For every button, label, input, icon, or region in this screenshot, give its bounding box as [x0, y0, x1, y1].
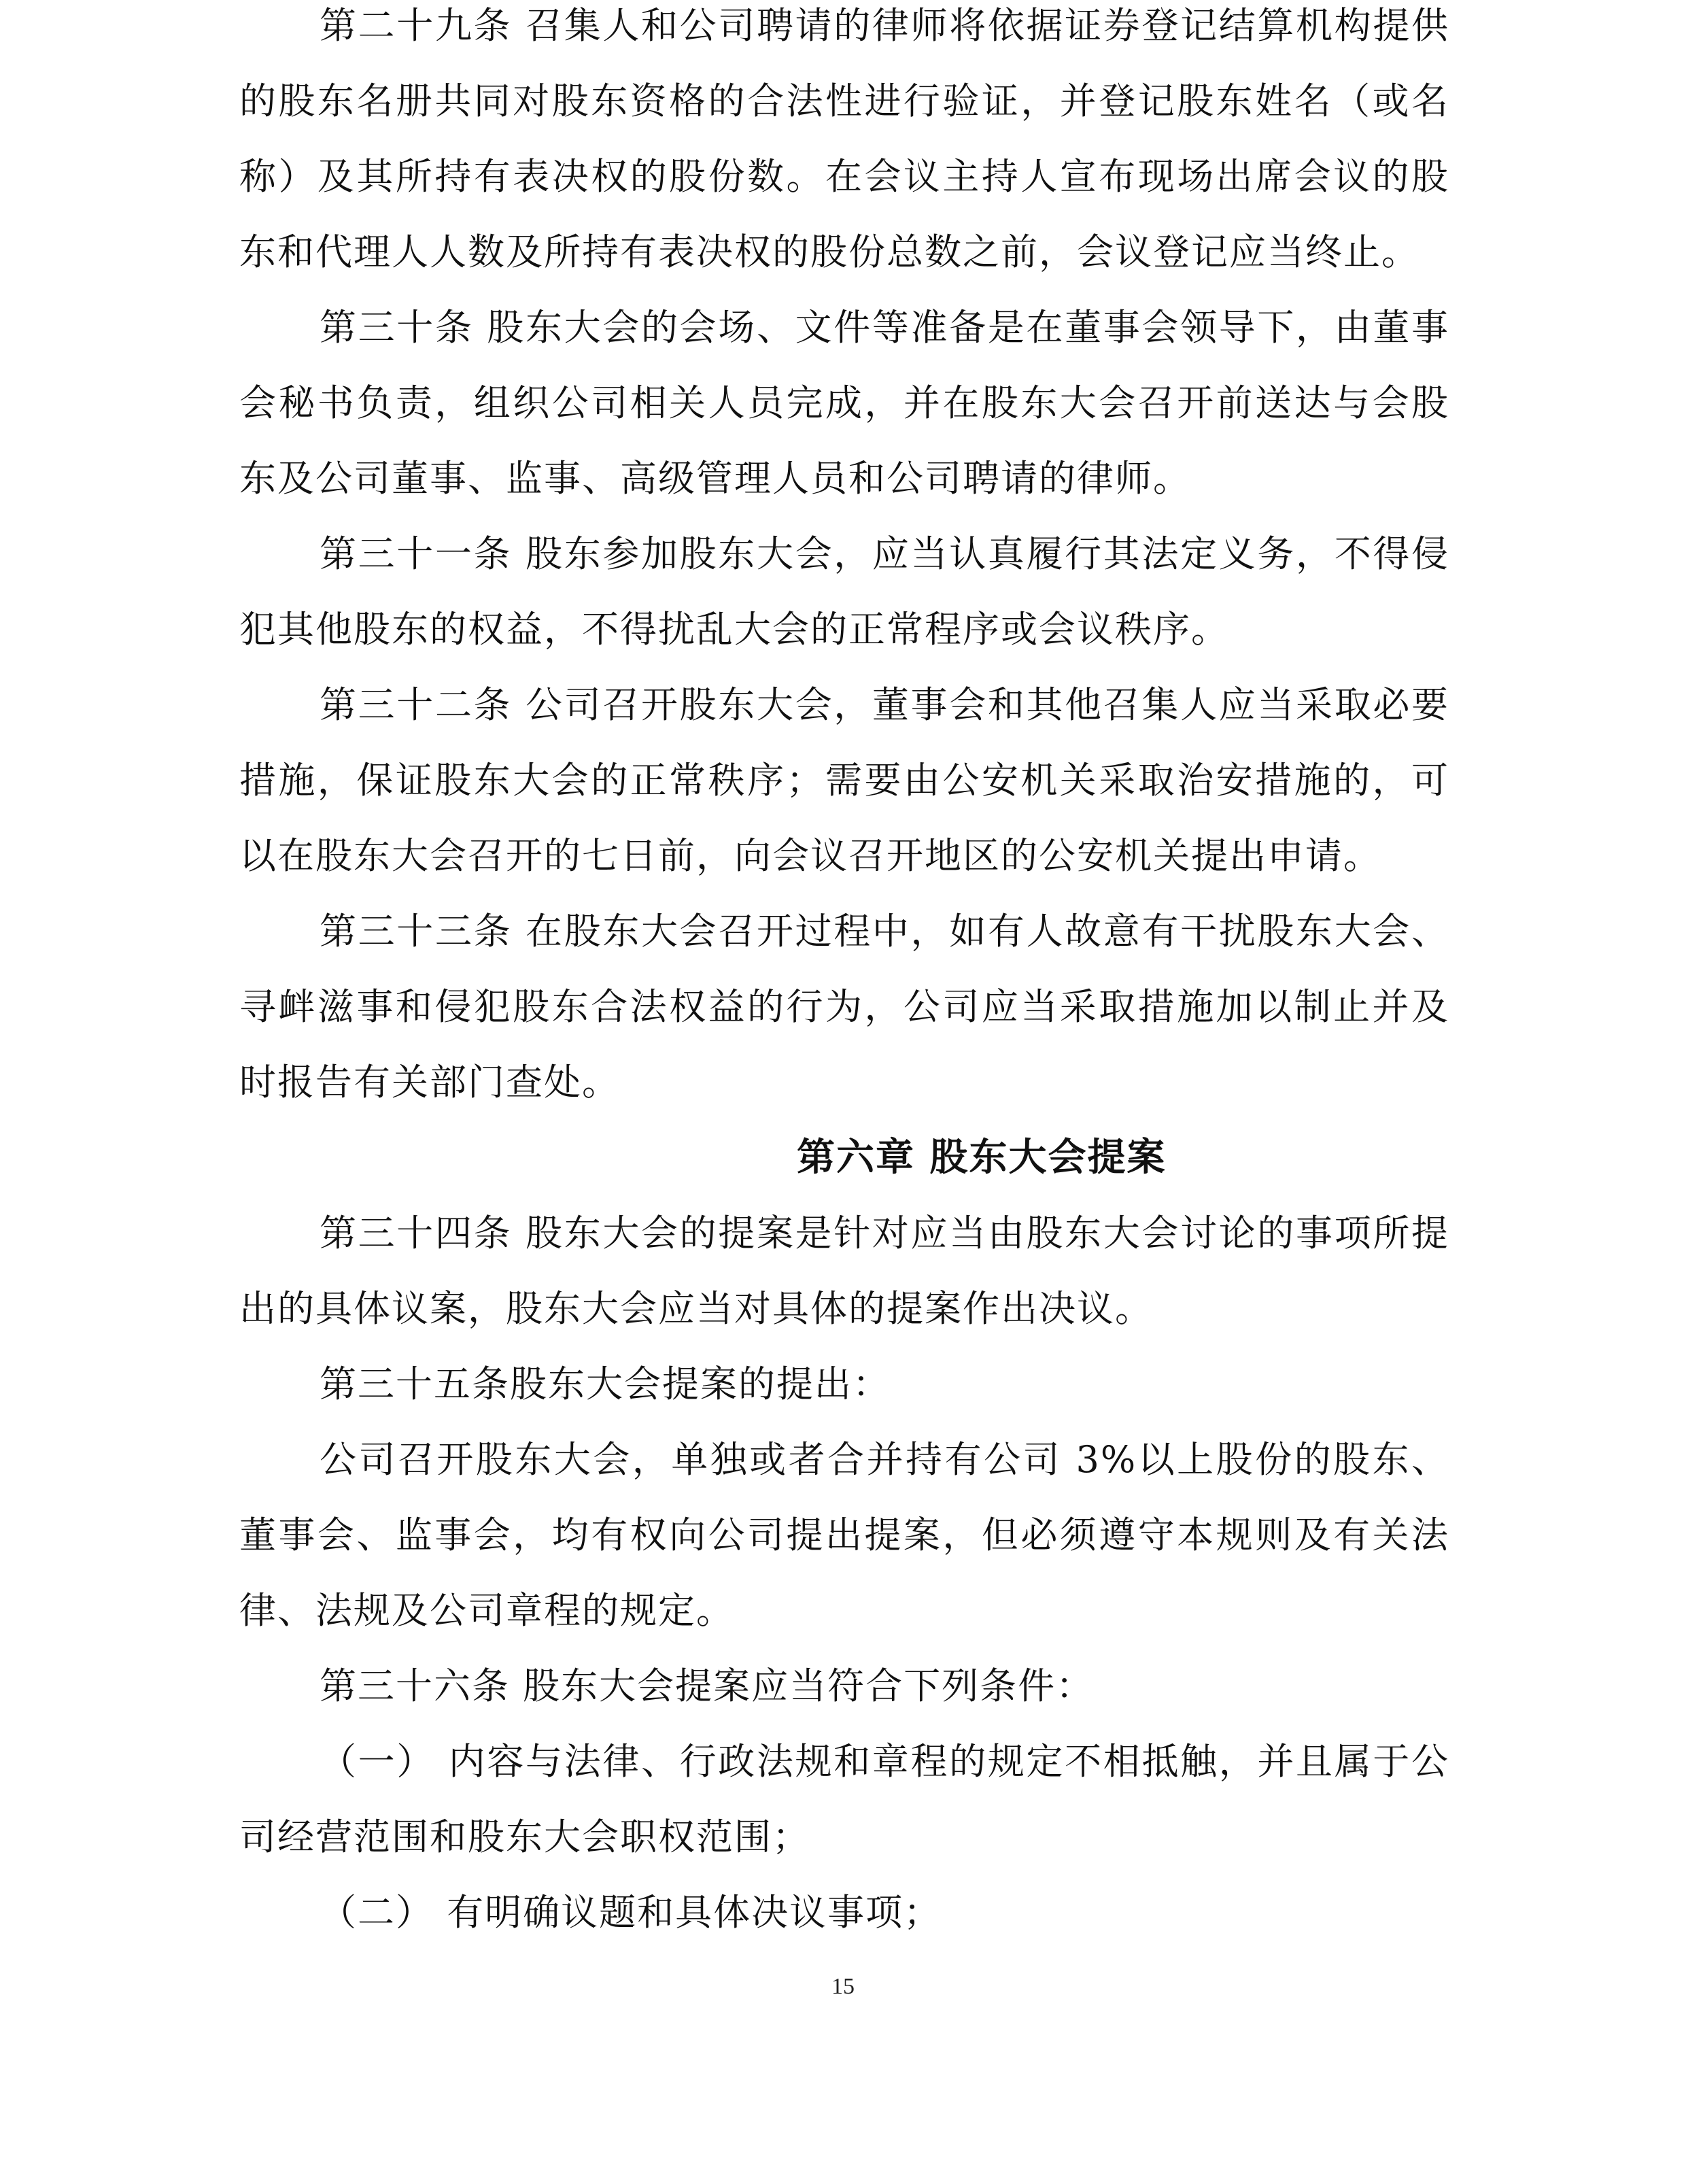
article-36-paragraph: 第三十六条 股东大会提案应当符合下列条件： — [320, 1665, 1095, 1707]
article-36-item-1: （一） 内容与法律、行政法规和章程的规定不相抵触，并且属于公司经营范围和股东大会职权范围； — [239, 1740, 1449, 1858]
article-32-paragraph: 第三十二条 公司召开股东大会，董事会和其他召集人应当采取必要措施，保证股东大会的正常秩序；需要由公安机关采取治安措施的，可以在股东大会召开的七日前，向会议召开地区的公安机关提出申请。 — [239, 683, 1449, 877]
article-34-paragraph: 第三十四条 股东大会的提案是针对应当由股东大会讨论的事项所提出的具体议案，股东大会应当对具体的提案作出决议。 — [239, 1212, 1449, 1330]
article-29-paragraph: 第二十九条 召集人和公司聘请的律师将依据证券登记结算机构提供的股东名册共同对股东资格的合法性进行验证，并登记股东姓名（或名称）及其所持有表决权的股份数。在会议主持人宣布现场出席会议的股东和代理人人数及所持有表决权的股份总数之前，会议登记应当终止。 — [239, 4, 1449, 273]
article-31-paragraph: 第三十一条 股东参加股东大会，应当认真履行其法定义务，不得侵犯其他股东的权益，不得扰乱大会的正常程序或会议秩序。 — [239, 532, 1449, 651]
article-36-item-2: （二） 有明确议题和具体决议事项； — [320, 1891, 942, 1934]
article-33-paragraph: 第三十三条 在股东大会召开过程中，如有人故意有干扰股东大会、寻衅滋事和侵犯股东合法权益的行为，公司应当采取措施加以制止并及时报告有关部门查处。 — [239, 910, 1449, 1104]
article-35-body-paragraph: 公司召开股东大会，单独或者合并持有公司 3%以上股份的股东、董事会、监事会，均有权向公司提出提案，但必须遵守本规则及有关法律、法规及公司章程的规定。 — [239, 1438, 1449, 1632]
chapter-heading: 第六章 股东大会提案 — [797, 1135, 1167, 1180]
article-35-paragraph: 第三十五条股东大会提案的提出： — [320, 1363, 891, 1405]
document-body — [239, 0, 1449, 1950]
page-number: 15 — [831, 1974, 855, 1999]
article-30-paragraph: 第三十条 股东大会的会场、文件等准备是在董事会领导下，由董事会秘书负责，组织公司相关人员完成，并在股东大会召开前送达与会股东及公司董事、监事、高级管理人员和公司聘请的律师。 — [239, 306, 1449, 500]
